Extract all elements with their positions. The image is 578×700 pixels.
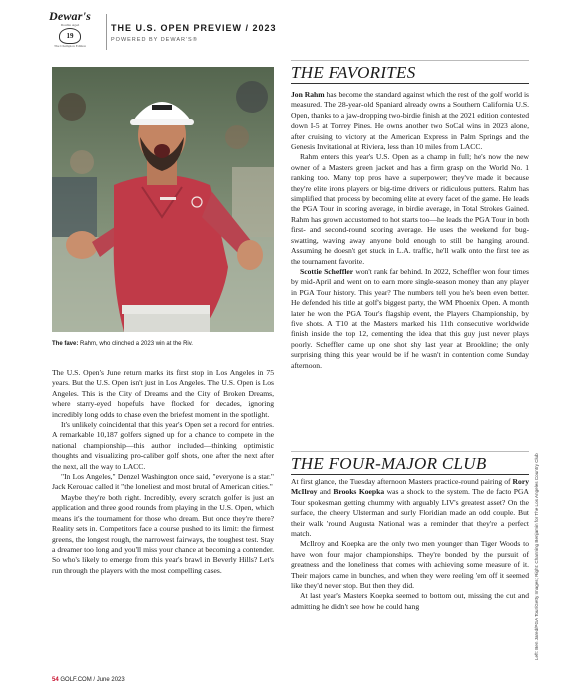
favorites-paragraph — [291, 90, 529, 152]
caption-text: Rahm, who clinched a 2023 win at the Riv. — [78, 341, 193, 347]
four-major-text: At first glance, the Tuesday afternoon Masters practice-round pairing of — [291, 477, 513, 486]
favorites-paragraph: Rahm enters this year's U.S. Open as a champ in full; he's now the new owner of a Masters green jacket and has a firm grasp on the World No. 1 ranking too. Many top pros have a superpower; they've made it because they're elite irons players or big-time drivers or ridiculous putters. Rahm has simplified that process by becoming elite at every facet of the game. He leads the PGA Tour in scoring average, in birdie average, in Total Strokes Gained. Rahm has grown accustomed to hot starts too—he leads the PGA Tour in both first- and second-round scoring average. He uses the weekend for bug-swatting, waving away anyone bold enough to still be hanging around. Assuming he doesn't get stuck in L.A. traffic, he'll walk onto the first tee as the tournament favorite. — [291, 152, 529, 266]
favorites-paragraph — [291, 267, 529, 371]
powered-by: POWERED BY DEWAR'S® — [111, 37, 198, 43]
section-top-rule — [291, 60, 529, 61]
four-major-paragraph: McIlroy and Koepka are the only two men younger than Tiger Woods to have won four major championships. They're bonded by the pursuit of greatness and the loneliness that comes with achieving some measure of it. Their majors came in bunches, and when they were reeling 'em off it seemed like they'd never stop. But then they did. — [291, 539, 529, 591]
intro-paragraph: "In Los Angeles," Denzel Washington once said, "everyone is a star." Jack Kerouac called it "the loneliest and most brutal of American cities." — [52, 472, 274, 492]
rahm-illustration — [52, 67, 274, 332]
page-number: 54 — [52, 677, 59, 683]
favorites-text: won't rank far behind. In 2022, Scheffler won four times by mid-April and went on to earn more single-season money than any player in PGA Tour history. This year? The numbers tell you he's been even better. He defended his title at golf's biggest party, the WM Phoenix Open. A month later he won the PGA Tour's flagship event, the Players Championship, by five shots. A T10 at the Masters marked his 11th consecutive worldwide finish inside the top 12, cementing the idea that this guy just never plays poorly. Scheffler came up one shot shy last year at Brookline; the only surprising thing this year would be if he wasn't in contention come Sunday afternoon. — [291, 266, 529, 370]
logo-tiny-text-2: The Champion Edition — [53, 44, 87, 48]
photo-credit: Left: Ben Jared/PGA Tour/Getty Images; Right: Channing Benjamin for The Los Angeles Country Club — [534, 453, 539, 660]
favorites-heading: THE FAVORITES — [291, 63, 416, 82]
caption-lead: The fave: — [52, 341, 79, 347]
four-major-paragraph: At last year's Masters Koepka seemed to bottom out, missing the cut and admitting he didn't see how he could hang — [291, 591, 529, 611]
player-name-rahm: Jon Rahm — [291, 90, 325, 99]
logo-crest: 19 — [59, 28, 81, 44]
photo-credit-wrap — [534, 453, 578, 665]
page-footer — [52, 677, 125, 683]
series-title: THE U.S. OPEN PREVIEW / 2023 — [111, 23, 277, 33]
favorites-text: has become the standard against which the rest of the golf world is measured. The 28-year-old Spaniard already owns a Southern California U.S. Open, thanks to a jaw-dropping two-birdie finish at the 2021 edition contested down I-5 at Torrey Pines. He owns another two SoCal wins in 2023 alone, after cruising to victory at the American Express in Palm Springs and the Genesis Invitational at Riviera, less than 10 miles from LACC. — [291, 90, 530, 152]
intro-paragraph: Maybe they're both right. Incredibly, every scratch golfer is just an application and three good rounds from playing in the U.S. Open, which means it's the tournament for those who dream. But once they're there? Reality sets in. Competitors face a course pushed to its limit: the firmest greens, the longest rough, the narrowest fairways, the toughest test. Stay a dreamer too long and you'll miss your chance at becoming a contender. So who's likely to emerge from this year's brawl in Beverly Hills? Let's run through the players with the most compelling cases. — [52, 492, 274, 575]
header-divider — [106, 14, 107, 50]
four-major-paragraph — [291, 477, 529, 539]
four-major-heading: THE FOUR-MAJOR CLUB — [291, 454, 487, 473]
four-major-text: and — [317, 487, 334, 497]
player-name-scheffler: Scottie Scheffler — [300, 266, 354, 276]
publication-info: GOLF.COM / June 2023 — [58, 677, 125, 683]
dewars-logo — [44, 10, 96, 56]
intro-paragraph: It's unlikely coincidental that this year's Open set a record for entries. A remarkable 10,187 golfers signed up for a chance to compete in the national championship—this author included—thinking optimistic thoughts and visualizing pro-caliber golf shots, one after the next after the next, all the way to LACC. — [52, 420, 274, 471]
photo-caption — [52, 340, 274, 348]
section-rule — [291, 83, 529, 84]
section-rule — [291, 474, 529, 475]
intro-paragraph: The U.S. Open's June return marks its first stop in Los Angeles in 75 years. But the U.S. Open isn't just in Los Angeles. The U.S. Open is Los Angeles. This is the City of Dreams and the City of Broken Dreams, where starry-eyed hopefuls have flocked for decades, ignoring incredibly long odds to chase even the briefest moment in the spotlight. — [52, 368, 274, 419]
intro-column — [52, 368, 274, 576]
four-major-text: was a shock to the system. The de facto PGA Tour spokesman getting chummy with arguably LIV's greatest asset? On the surface, the cheery Ulsterman and surly Floridian made an odd couple. But their walk 'round Augusta National was a reminder that they're a perfect match. — [291, 487, 529, 539]
favorites-column — [291, 90, 529, 371]
logo-tiny-text-1: Double Aged — [60, 23, 80, 27]
jon-rahm-photo — [52, 67, 274, 332]
player-name-mcilroy: Rory McIlroy — [291, 477, 529, 497]
section-top-rule — [291, 451, 529, 452]
logo-brand: Dewar's — [48, 9, 92, 23]
four-major-column — [291, 477, 529, 612]
player-name-koepka: Brooks Koepka — [333, 487, 385, 497]
